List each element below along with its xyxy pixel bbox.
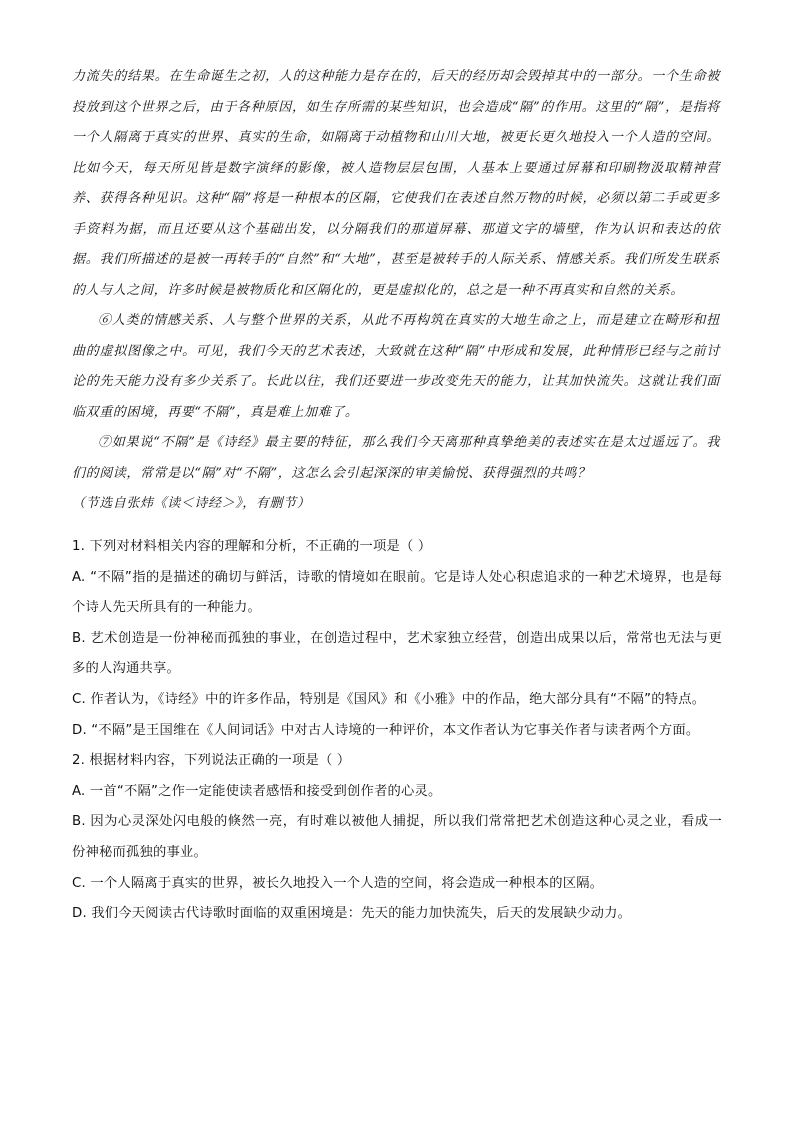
question-1-option-a: A. “不隔”指的是描述的确切与鲜活，诗歌的情境如在眼前。它是诗人处心积虑追求的一种艺术境界，也是每个诗人先天所具有的一种能力。 (72, 569, 722, 616)
reading-passage (72, 62, 720, 520)
question-1-option-c: C. 作者认为，《诗经》中的许多作品，特别是《国风》和《小雅》中的作品，绝大部分具有“不隔”的特点。 (72, 691, 706, 707)
question-1 (72, 532, 722, 746)
question-1-stem: 1. 下列对材料相关内容的理解和分析，不正确的一项是（ ） (72, 539, 432, 554)
passage-source: （节选自张炜《读＜诗经＞》，有删节） (72, 496, 311, 511)
passage-paragraph-5-continued: 力流失的结果。在生命诞生之初，人的这种能力是存在的，后天的经历却会毁掉其中的一部分。一个生命被投放到这个世界之后，由于各种原因，如生存所需的某些知识，也会造成“隔”的作用。这里的“隔”，是指将一个人隔离于真实的世界、真实的生命，如隔离于动植物和山川大地，被更长更久地投入一个人造的空间。比如今天，每天所见皆是数字演绎的影像，被人造物层层包围，人基本上要通过屏幕和印刷物汲取精神营养、获得各种见识。这种“隔”将是一种根本的区隔，它使我们在表述自然万物的时候，必须以第二手或更多手资料为据，而且还要从这个基础出发，以分隔我们的那道屏幕、那道文字的墙壁，作为认识和表达的依据。我们所描述的是被一再转手的“自然”和“大地”，甚至是被转手的人际关系、情感关系。我们所发生联系的人与人之间，许多时候是被物质化和区隔化的，更是虚拟化的，总之是一种不再真实和自然的关系。 (72, 69, 720, 298)
passage-paragraph-7: ⑦如果说“不隔”是《诗经》最主要的特征，那么我们今天离那种真挚绝美的表述实在是太过遥远了。我们的阅读，常常是以“隔”对“不隔”，这怎么会引起深深的审美愉悦、获得强烈的共鸣？ (72, 435, 720, 481)
question-2-option-a: A. 一首“不隔”之作一定能使读者感悟和接受到创作者的心灵。 (72, 783, 442, 799)
question-2-option-d: D. 我们今天阅读古代诗歌时面临的双重困境是：先天的能力加快流失，后天的发展缺少动力。 (72, 906, 632, 922)
question-1-option-b: B. 艺术创造是一份神秘而孤独的事业，在创造过程中，艺术家独立经营，创造出成果以后，常常也无法与更多的人沟通共享。 (72, 630, 722, 677)
question-2 (72, 746, 722, 930)
question-2-stem: 2. 根据材料内容，下列说法正确的一项是（ ） (72, 753, 351, 769)
question-1-option-d: D. “不隔”是王国维在《人间词话》中对古人诗境的一种评价，本文作者认为它事关作者与读者两个方面。 (72, 722, 700, 738)
passage-paragraph-6: ⑥人类的情感关系、人与整个世界的关系，从此不再构筑在真实的大地生命之上，而是建立在畸形和扭曲的虚拟图像之中。可见，我们今天的艺术表述，大致就在这种“隔”中形成和发展，此种情形已经与之前讨论的先天能力没有多少关系了。长此以往，我们还要进一步改变先天的能力，让其加快流失。这就让我们面临双重的困境，再要“不隔”，真是难上加难了。 (72, 313, 720, 420)
question-section (72, 532, 722, 930)
question-2-option-b: B. 因为心灵深处闪电般的倏然一亮，有时难以被他人捕捉，所以我们常常把艺术创造这种心灵之业，看成一份神秘而孤独的事业。 (72, 814, 722, 860)
question-2-option-c: C. 一个人隔离于真实的世界，被长久地投入一个人造的空间，将会造成一种根本的区隔。 (72, 875, 604, 891)
